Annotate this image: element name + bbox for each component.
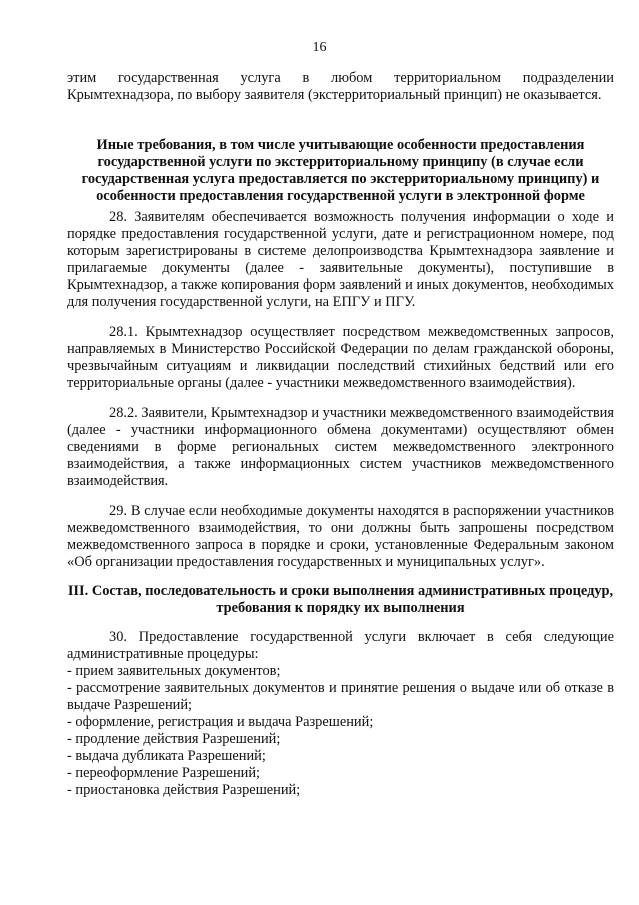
- list-item: - приостановка действия Разрешений;: [67, 782, 301, 798]
- chapter-heading: III. Состав, последовательность и сроки выполнения административных процедур, требования к порядку их выполнения: [67, 583, 614, 616]
- list-item: - выдача дубликата Разрешений;: [67, 748, 266, 764]
- paragraph-28: 28. Заявителям обеспечивается возможность получения информации о ходе и порядке предоставления государственной услуги, дате и регистрационном номере, под которым зарегистрированы в системе делопроизводства Крымтехнадзора заявление и прилагаемые документы (далее - заявительные документы), поступившие в Крымтехнадзор, а также копирования форм заявлений и иных документов, необходимых для получения государственной услуги, на ЕПГУ и ПГУ.: [67, 209, 614, 310]
- page-number: 16: [312, 40, 327, 55]
- procedures-list: [67, 663, 614, 799]
- section-heading: Иные требования, в том числе учитывающие особенности предоставления государственной услуги по экстерриториальному принципу (в случае если государственная услуга предоставляется по экстерриториальному принципу) и особенности предоставления государственной услуги в электронной форме: [81, 137, 600, 204]
- paragraph-28-2: 28.2. Заявители, Крымтехнадзор и участники межведомственного взаимодействия (далее - участники информационного обмена документами) осуществляют обмен сведениями в форме региональных систем межведомственного электронного взаимодействия, а также информационных систем участников межведомственного взаимодействия.: [67, 405, 614, 489]
- list-item: - прием заявительных документов;: [67, 663, 281, 679]
- paragraph-28-1: 28.1. Крымтехнадзор осуществляет посредством межведомственных запросов, направляемых в Министерство Российской Федерации по делам гражданской обороны, чрезвычайным ситуациям и ликвидации последствий стихийных бедствий или его территориальные органы (далее - участники межведомственного взаимодействия).: [67, 324, 614, 391]
- list-item: - переоформление Разрешений;: [67, 765, 261, 781]
- document-body: [67, 70, 614, 799]
- list-item: - оформление, регистрация и выдача Разрешений;: [67, 714, 374, 730]
- list-item: - продление действия Разрешений;: [67, 731, 281, 747]
- list-item: - рассмотрение заявительных документов и принятие решения о выдаче или об отказе в выдаче Разрешений;: [67, 680, 614, 713]
- paragraph-30: 30. Предоставление государственной услуги включает в себя следующие административные процедуры:: [67, 629, 614, 662]
- intro-paragraph: этим государственная услуга в любом территориальном подразделении Крымтехнадзора, по выбору заявителя (экстерриториальный принцип) не оказывается.: [67, 70, 614, 103]
- paragraph-29: 29. В случае если необходимые документы находятся в распоряжении участников межведомственного взаимодействия, то они должны быть запрошены посредством межведомственного запроса в порядке и сроки, установленные Федеральным законом «Об организации предоставления государственных и муниципальных услуг».: [67, 503, 614, 570]
